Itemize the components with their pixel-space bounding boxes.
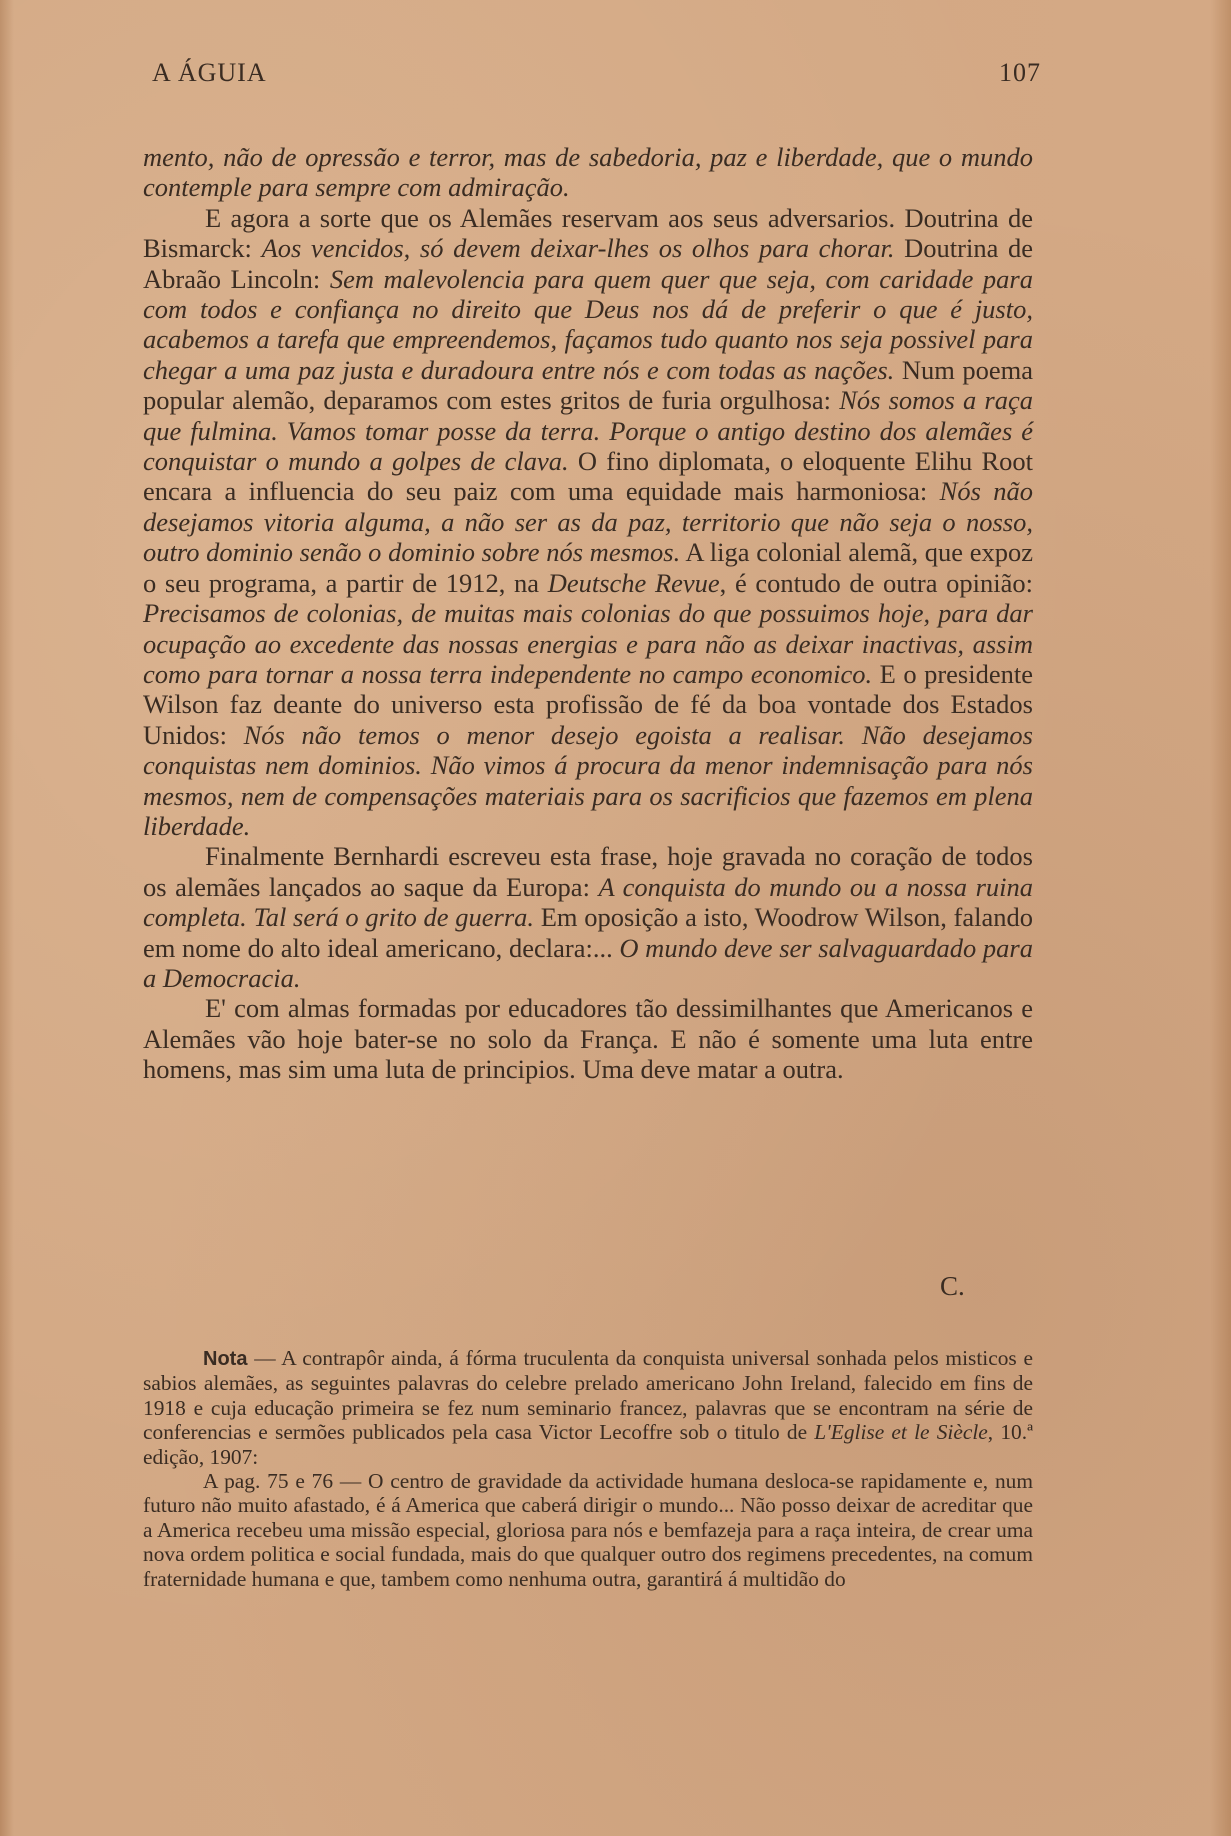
text-run: O fino diplomata, o eloquente Elihu Root encara a influencia do seu paiz com uma equidade mais harmoniosa: bbox=[143, 446, 1033, 507]
text-run: E' com almas formadas por educadores tão dessimilhantes que Americanos e Alemães vão hoje bater-se no solo da França. E não é somente uma luta entre homens, mas sim uma luta de principios. Uma deve matar a outra. bbox=[143, 993, 1033, 1085]
italic-quote: mento, não de opressão e terror, mas de sabedoria, paz e liberdade, que o mundo contemple para sempre com admiração. bbox=[143, 142, 1033, 203]
main-text bbox=[143, 142, 1033, 1085]
italic-quote: Nós não temos o menor desejo egoista a realisar. Não desejamos conquistas nem dominios. Não vimos á procura da menor indemnisação para nós mesmos, nem de compensações materiais para os sacrificios que fazemos em plena liberdade. bbox=[143, 719, 1033, 841]
text-run: E agora a sorte que os Alemães reservam aos seus adversarios. Doutrina de Bismarck: bbox=[143, 202, 1033, 264]
text-run: Doutrina de Abraão Lincoln: bbox=[143, 233, 1033, 294]
text-run: A liga colonial alemã, que expoz o seu programa, a partir de 1912, na bbox=[143, 537, 1033, 598]
footnote bbox=[143, 1346, 1033, 1591]
text-run: Finalmente Bernhardi escreveu esta frase, hoje gravada no coração de todos os alemães lançados ao saque da Europa: bbox=[143, 841, 1033, 902]
paragraph bbox=[143, 203, 1033, 842]
paragraph bbox=[143, 142, 1033, 203]
italic-quote: A conquista do mundo ou a nossa ruina completa. Tal será o grito de guerra. bbox=[143, 871, 1033, 933]
note-paragraph bbox=[143, 1469, 1033, 1591]
text-run: — A contrapôr ainda, á fórma truculenta da conquista universal sonhada pelos misticos e sabios alemães, as seguintes palavras do celebre prelado americano John Ireland, falecido em fins de 1918 e cuja educação primeira se fez num seminario francez, palavras que se encontram na série de conferencias e sermões publicados pela casa Victor Lecoffre sob o titulo de bbox=[143, 1346, 1033, 1445]
note-label: Nota bbox=[203, 1348, 248, 1370]
italic-quote: Nós não desejamos vitoria alguma, a não ser as da paz, territorio que não seja o nosso, outro dominio senão o dominio sobre nós mesmos. bbox=[143, 476, 1033, 568]
paragraph bbox=[143, 993, 1033, 1084]
italic-quote: Aos vencidos, só devem deixar-lhes os olhos para chorar. bbox=[261, 233, 895, 264]
italic-quote: Sem malevolencia para quem quer que seja, com caridade para com todos e confiança no direito que Deus nos dá de preferir o que é justo, acabemos a tarefa que empreendemos, façamos tudo quanto nos seja possivel para chegar a uma paz justa e duradoura entre nós e com todas as nações. bbox=[143, 263, 1033, 385]
italic-quote: Deutsche Revue bbox=[547, 567, 720, 598]
text-run: A pag. 75 e 76 — O centro de gravidade da actividade humana desloca-se rapidamente e, num futuro não muito afastado, é á America que caberá dirigir o mundo... Não posso deixar de acreditar que a America recebeu uma missão especial, gloriosa para nós e bemfazeja para a raça inteira, de crear uma nova ordem politica e social fundada, mais do que qualquer outro dos regimens precedentes, na comum fraternidade humana e que, tambem como nenhuma outra, garantirá á multidão do bbox=[143, 1469, 1033, 1591]
text-run: , 10.ª edição, 1907: bbox=[143, 1420, 1033, 1469]
italic-quote: O mundo deve ser salvaguardado para a Democracia. bbox=[143, 932, 1033, 993]
page-number: 107 bbox=[999, 58, 1041, 87]
text-run: E o presidente Wilson faz deante do universo esta profissão de fé da boa vontade dos Estados Unidos: bbox=[143, 658, 1033, 750]
italic-quote: L'Eglise et le Siècle bbox=[814, 1420, 988, 1445]
paragraph bbox=[143, 841, 1033, 993]
note-paragraph bbox=[143, 1346, 1033, 1469]
page-header bbox=[152, 58, 1041, 88]
running-title: A ÁGUIA bbox=[152, 58, 267, 87]
italic-quote: Nós somos a raça que fulmina. Vamos tomar posse da terra. Porque o antigo destino dos alemães é conquistar o mundo a golpes de clava. bbox=[143, 385, 1033, 477]
text-run: Num poema popular alemão, deparamos com estes gritos de furia orgulhosa: bbox=[143, 354, 1034, 416]
text-run: , é contudo de outra opinião: bbox=[719, 567, 1033, 598]
text-run: Em oposição a isto, Woodrow Wilson, falando em nome do alto ideal americano, declara:... bbox=[143, 902, 1033, 963]
italic-quote: Precisamos de colonias, de muitas mais colonias do que possuimos hoje, para dar ocupação ao excedente das nossas energias e para não as deixar inactivas, assim como para tornar a nossa terra independente no campo economico. bbox=[143, 598, 1033, 689]
author-signature: C. bbox=[940, 1271, 965, 1301]
